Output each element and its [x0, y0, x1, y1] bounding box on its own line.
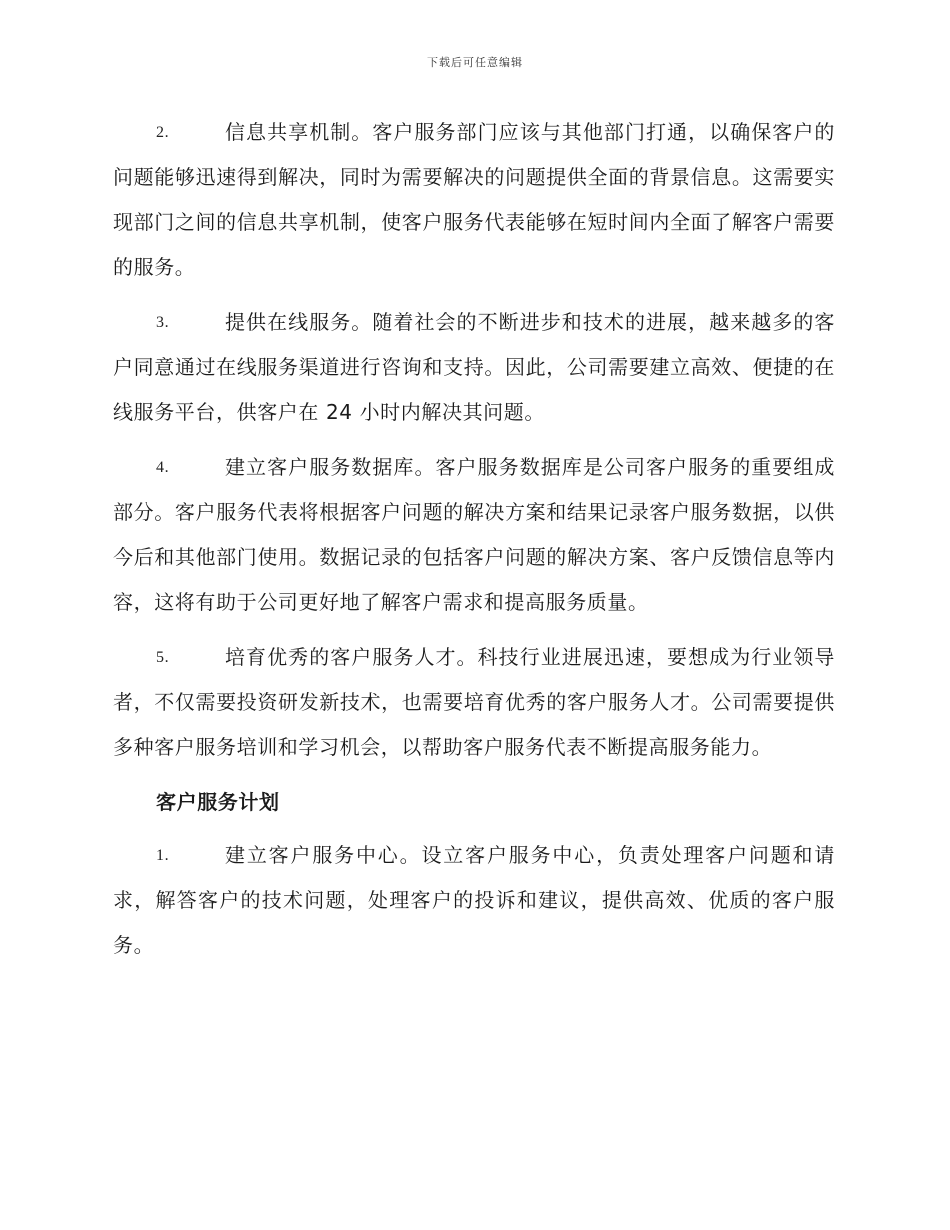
list-item [113, 635, 835, 770]
list-item-number: 4. [156, 459, 170, 476]
list-item-number: 3. [156, 314, 170, 331]
list-item [113, 110, 835, 290]
page-header-note: 下载后可任意编辑 [427, 56, 523, 69]
list-item-number: 5. [156, 649, 170, 666]
list-item [113, 833, 835, 968]
list-item-number: 2. [156, 124, 170, 141]
section-heading: 客户服务计划 [156, 790, 280, 814]
list-item [113, 300, 835, 435]
list-item-text: 建立客户服务数据库。客户服务数据库是公司客户服务的重要组成部分。客户服务代表将根据客户问题的解决方案和结果记录客户服务数据，以供今后和其他部门使用。数据记录的包括客户问题的解决方案、客户反馈信息等内容，这将有助于公司更好地了解客户需求和提高服务质量。 [113, 455, 835, 614]
list-item-text: 提供在线服务。随着社会的不断进步和技术的进展，越来越多的客户同意通过在线服务渠道进行咨询和支持。因此，公司需要建立高效、便捷的在线服务平台，供客户在 24 小时内解决其问题。 [113, 310, 835, 424]
document-body [113, 110, 835, 978]
list-item-text: 培育优秀的客户服务人才。科技行业进展迅速，要想成为行业领导者，不仅需要投资研发新技术，也需要培育优秀的客户服务人才。公司需要提供多种客户服务培训和学习机会，以帮助客户服务代表不断提高服务能力。 [113, 645, 835, 759]
list-item-text: 建立客户服务中心。设立客户服务中心，负责处理客户问题和请求，解答客户的技术问题，处理客户的投诉和建议，提供高效、优质的客户服务。 [113, 843, 835, 957]
list-item [113, 445, 835, 625]
list-item-text: 信息共享机制。客户服务部门应该与其他部门打通，以确保客户的问题能够迅速得到解决，同时为需要解决的问题提供全面的背景信息。这需要实现部门之间的信息共享机制，使客户服务代表能够在短时间内全面了解客户需要的服务。 [113, 120, 835, 279]
list-item-number: 1. [156, 847, 170, 864]
